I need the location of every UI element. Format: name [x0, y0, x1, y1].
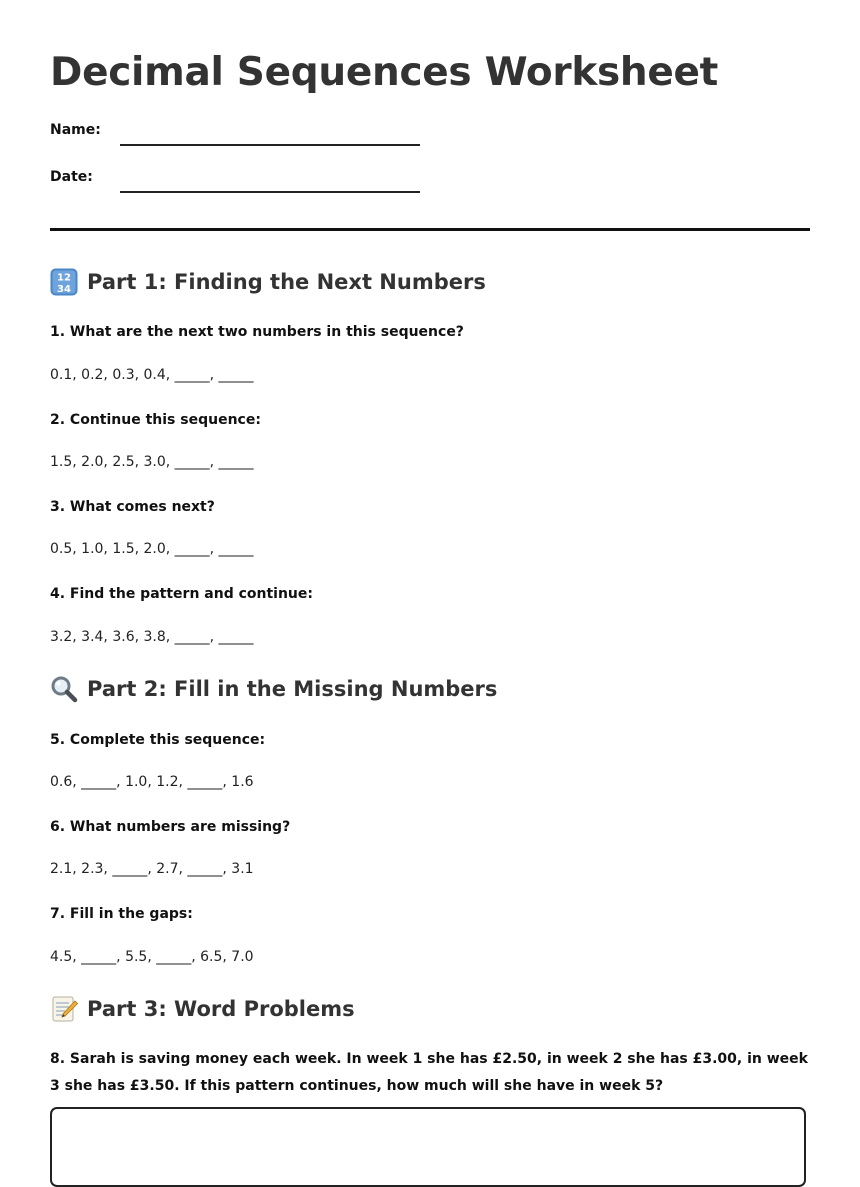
- date-line[interactable]: [120, 191, 420, 193]
- question-5: 5. Complete this sequence:: [50, 732, 266, 748]
- question-1: 1. What are the next two numbers in this sequence?: [50, 324, 464, 340]
- sequence-4: 3.2, 3.4, 3.6, 3.8, _____, _____: [50, 629, 254, 645]
- numbers-icon: [50, 268, 78, 296]
- question-7: 7. Fill in the gaps:: [50, 906, 193, 922]
- date-label: Date:: [50, 169, 93, 185]
- sequence-7: 4.5, _____, 5.5, _____, 6.5, 7.0: [50, 949, 254, 965]
- question-2: 2. Continue this sequence:: [50, 412, 261, 428]
- name-line[interactable]: [120, 144, 420, 146]
- part3-title: Part 3: Word Problems: [87, 997, 355, 1021]
- name-label: Name:: [50, 122, 101, 138]
- part1-heading: [50, 268, 486, 296]
- question-8: 8. Sarah is saving money each week. In week 1 she has £2.50, in week 2 she has £3.00, in week 3 she has £3.50. If this pattern continues, how much will she have in week 5?: [50, 1051, 808, 1094]
- answer-box-8[interactable]: [50, 1107, 806, 1187]
- part1-title: Part 1: Finding the Next Numbers: [87, 270, 486, 294]
- question-4: 4. Find the pattern and continue:: [50, 586, 313, 602]
- magnifier-icon: [50, 675, 78, 703]
- sequence-6: 2.1, 2.3, _____, 2.7, _____, 3.1: [50, 861, 254, 877]
- part2-title: Part 2: Fill in the Missing Numbers: [87, 677, 498, 701]
- part2-heading: [50, 675, 497, 703]
- svg-text:12: 12: [57, 272, 71, 284]
- question-6: 6. What numbers are missing?: [50, 819, 291, 835]
- sequence-3: 0.5, 1.0, 1.5, 2.0, _____, _____: [50, 541, 254, 557]
- sequence-5: 0.6, _____, 1.0, 1.2, _____, 1.6: [50, 774, 254, 790]
- date-field[interactable]: [50, 165, 430, 195]
- sequence-2: 1.5, 2.0, 2.5, 3.0, _____, _____: [50, 454, 254, 470]
- name-field[interactable]: [50, 118, 430, 148]
- memo-icon: [50, 995, 78, 1023]
- part3-heading: [50, 995, 355, 1023]
- svg-text:34: 34: [57, 284, 71, 295]
- question-3: 3. What comes next?: [50, 499, 215, 515]
- header-divider: [50, 228, 810, 231]
- worksheet-title: Decimal Sequences Worksheet: [50, 50, 719, 95]
- sequence-1: 0.1, 0.2, 0.3, 0.4, _____, _____: [50, 367, 254, 383]
